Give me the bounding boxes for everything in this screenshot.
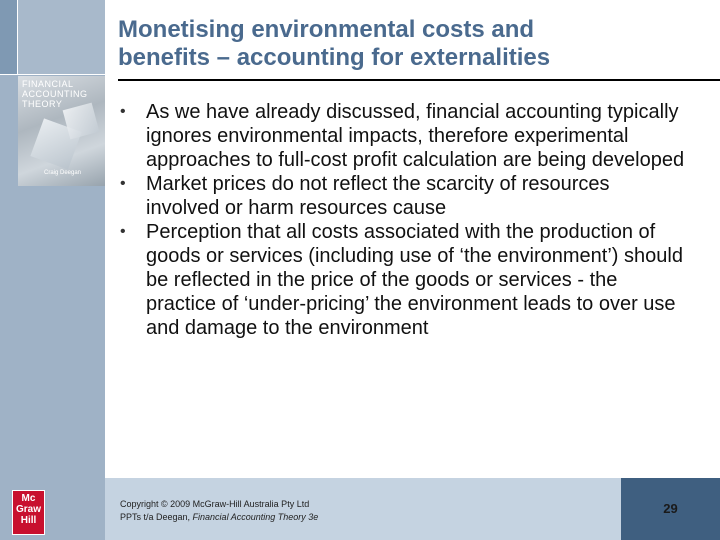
bullet-icon: • bbox=[120, 223, 126, 240]
bullet-list bbox=[118, 100, 688, 340]
footer-copyright: Copyright © 2009 McGraw-Hill Australia Pty Ltd PPTs t/a Deegan, Financial Accounting Theory 3e bbox=[120, 499, 319, 522]
book-author: Craig Deegan bbox=[44, 170, 82, 176]
mcgraw-hill-logo: Mc Graw Hill bbox=[12, 490, 45, 535]
book-cover-image bbox=[18, 76, 105, 186]
page-number: 29 bbox=[663, 501, 678, 516]
slide-title: Monetising environmental costs and benefits – accounting for externalities bbox=[118, 16, 551, 71]
bullet-item: • As we have already discussed, financial accounting typically ignores environmental impacts, therefore experimental approaches to full-cost profit calculation are being developed bbox=[120, 101, 685, 171]
title-divider bbox=[118, 79, 720, 81]
bullet-item: • Market prices do not reflect the scarcity of resources involved or harm resources cause bbox=[120, 173, 610, 219]
book-title: FINANCIAL ACCOUNTING THEORY bbox=[22, 79, 88, 109]
bullet-item: • Perception that all costs associated with the production of goods or services (including use of ‘the environment’) should be reflected in the price of the goods or services - the practice of ‘under-pricing’ the environment leads to over use and damage to the environment bbox=[120, 221, 683, 339]
bullet-icon: • bbox=[120, 103, 126, 120]
sidebar bbox=[0, 0, 105, 540]
bullet-icon: • bbox=[120, 175, 126, 192]
sidebar-tile bbox=[0, 0, 105, 75]
